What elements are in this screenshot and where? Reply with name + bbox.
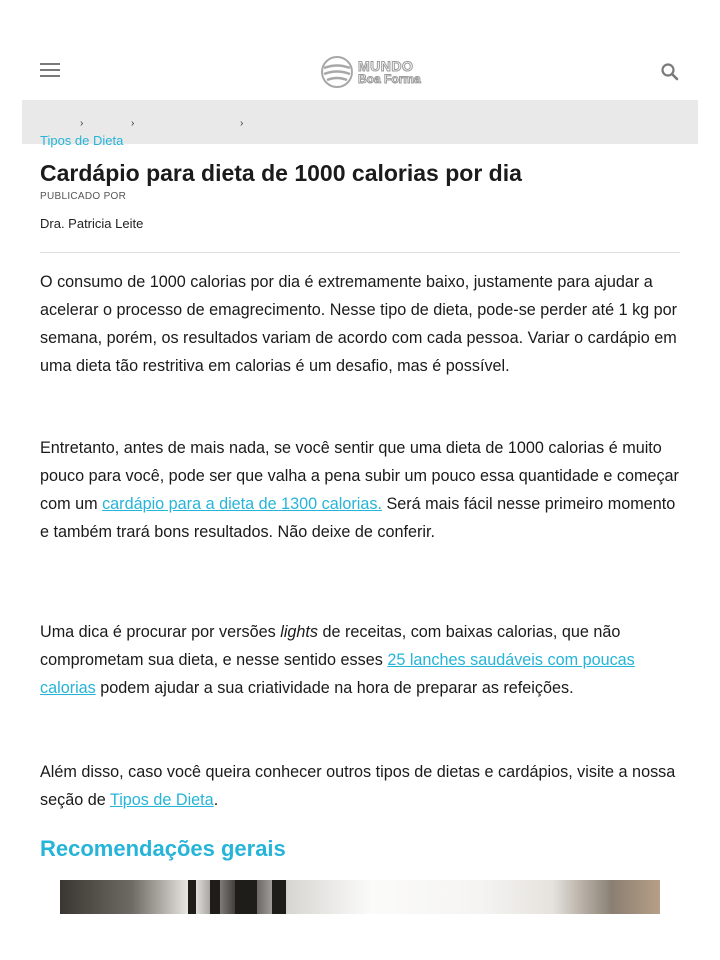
paragraph-text: podem ajudar a sua criatividade na hora de preparar as refeições. (95, 679, 574, 697)
logo-text-line1: MUNDO (358, 58, 414, 74)
section-heading: Recomendações gerais (40, 836, 286, 861)
article-paragraph (40, 268, 682, 380)
breadcrumb (22, 100, 698, 144)
paragraph-text: de receitas, com baixas calorias, que não comprometam sua dieta, e nesse sentido esses (40, 623, 621, 669)
article-paragraph (40, 758, 682, 814)
emphasis-text: lights (280, 623, 319, 641)
hamburger-menu-icon[interactable] (40, 63, 60, 79)
paragraph-text: Além disso, caso você queira conhecer outros tipos de dietas e cardápios, visite a nossa seção de (40, 763, 676, 809)
search-icon[interactable] (660, 62, 680, 82)
article-image (60, 880, 660, 914)
site-header (0, 0, 720, 100)
link-tipos-de-dieta[interactable]: Tipos de Dieta (109, 791, 214, 809)
article-paragraph (40, 434, 682, 546)
paragraph-text: Será mais fácil nesse primeiro momento e também trará bons resultados. Não deixe de conferir. (40, 495, 676, 541)
logo-globe-icon (320, 55, 354, 89)
breadcrumb-link-tipos-de-dieta[interactable]: Tipos de Dieta (40, 133, 124, 148)
published-by-label: PUBLICADO POR (40, 191, 127, 202)
paragraph-text: Uma dica é procurar por versões (40, 623, 281, 641)
page-title: Cardápio para dieta de 1000 calorias por dia (40, 160, 522, 186)
link-25-lanches-saudaveis[interactable]: 25 lanches saudáveis com poucas calorias (40, 651, 635, 697)
article-paragraph (40, 618, 682, 702)
link-dieta-1300-calorias[interactable]: cardápio para a dieta de 1300 calorias. (102, 495, 382, 513)
site-logo[interactable] (320, 52, 440, 92)
author-name[interactable]: Dra. Patricia Leite (40, 216, 144, 231)
paragraph-text: O consumo de 1000 calorias por dia é extremamente baixo, justamente para ajudar a acelerar o processo de emagrecimento. Nesse tipo de dieta, pode-se perder até 1 kg por semana, porém, os resultados variam de acordo com cada pessoa. Variar o cardápio em uma dieta tão restritiva em calorias é um desafio, mas é possível. (40, 273, 678, 375)
paragraph-text: . (213, 791, 219, 809)
paragraph-text: Entretanto, antes de mais nada, se você sentir que uma dieta de 1000 calorias é muito pouco para você, pode ser que valha a pena subir um pouco essa quantidade e começar com um (40, 439, 679, 513)
breadcrumb-separator-icon: › (131, 118, 135, 129)
breadcrumb-separator-icon: › (240, 118, 244, 129)
logo-text-line2: Boa Forma (358, 72, 421, 86)
divider (40, 252, 680, 253)
breadcrumb-separator-icon: › (80, 118, 84, 129)
